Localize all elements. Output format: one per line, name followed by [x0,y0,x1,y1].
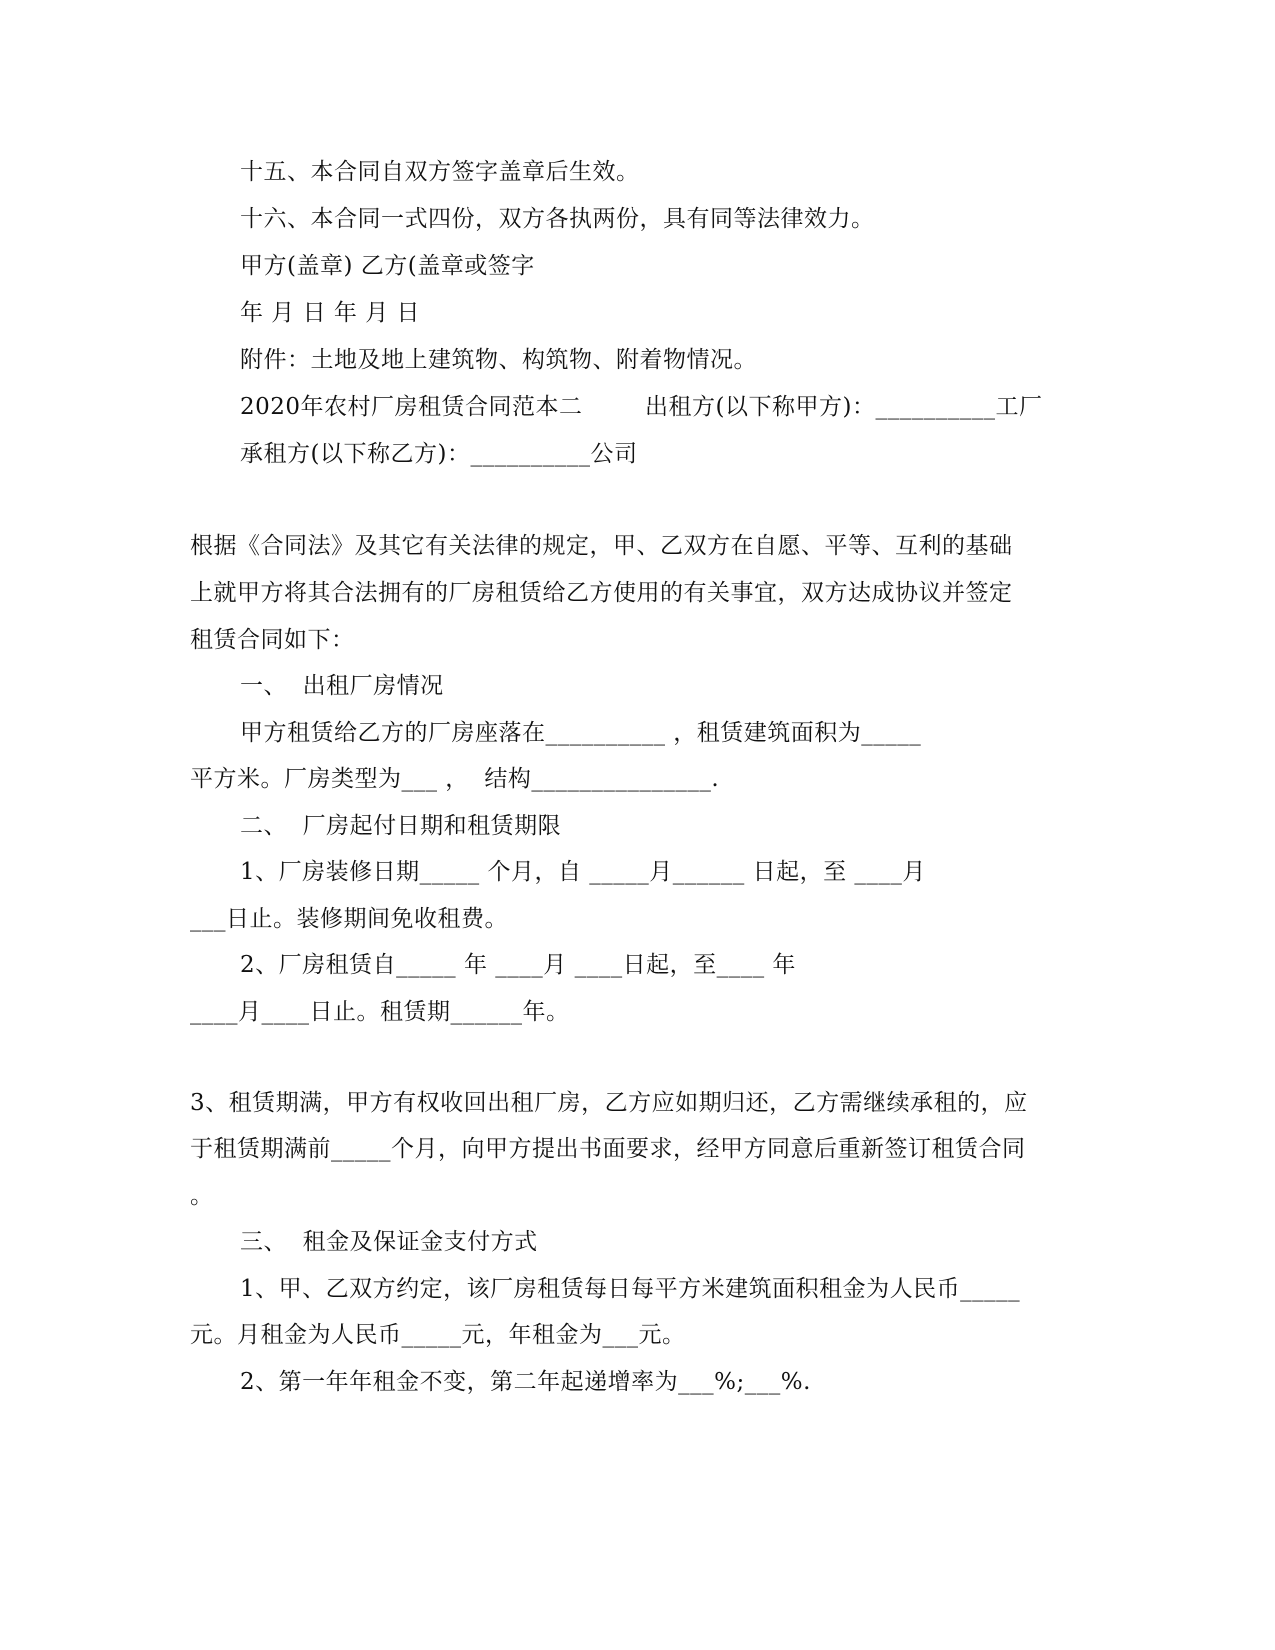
signature-dates: 年 月 日 年 月 日 [240,300,421,326]
section-2-item-3b: 于租赁期满前_____个月，向甲方提出书面要求，经甲方同意后重新签订租赁合同 [190,1136,1026,1162]
section-1-text-2: 平方米。厂房类型为___ ， 结构_______________. [190,766,720,792]
clause-15: 十五、本合同自双方签字盖章后生效。 [240,159,640,185]
section-3-heading: 三、 租金及保证金支付方式 [240,1229,538,1255]
section-2-item-1a: 1、厂房装修日期_____ 个月，自 _____月______ 日起，至 ____月 [240,859,926,885]
lessee-line: 承租方(以下称乙方)：__________公司 [240,441,638,467]
contract-title-lessor: 2020年农村厂房租赁合同范本二 出租方(以下称甲方)：__________工厂 [240,394,1043,420]
section-1-heading: 一、 出租厂房情况 [240,673,444,699]
section-2-item-1b: ___日止。装修期间免收租费。 [190,906,508,932]
preamble-line-3: 租赁合同如下： [190,627,355,653]
signature-parties: 甲方(盖章) 乙方(盖章或签字 [240,253,535,279]
section-2-item-2a: 2、厂房租赁自_____ 年 ____月 ____日起，至____ 年 [240,952,796,978]
preamble-line-2: 上就甲方将其合法拥有的厂房租赁给乙方使用的有关事宜，双方达成协议并签定 [190,580,1013,606]
section-2-item-3c: 。 [190,1183,214,1209]
clause-16: 十六、本合同一式四份，双方各执两份，具有同等法律效力。 [240,206,875,232]
section-3-item-1a: 1、甲、乙双方约定，该厂房租赁每日每平方米建筑面积租金为人民币_____ [240,1276,1021,1302]
section-3-item-2: 2、第一年年租金不变，第二年起递增率为___%;___%. [240,1369,811,1395]
preamble-line-1: 根据《合同法》及其它有关法律的规定，甲、乙双方在自愿、平等、互利的基础 [190,533,1013,559]
section-2-item-3a: 3、租赁期满，甲方有权收回出租厂房，乙方应如期归还，乙方需继续承租的，应 [190,1090,1028,1116]
attachment-note: 附件：土地及地上建筑物、构筑物、附着物情况。 [240,347,757,373]
section-3-item-1b: 元。月租金为人民币_____元，年租金为___元。 [190,1322,686,1348]
section-2-item-2b: ____月____日止。租赁期______年。 [190,999,570,1025]
section-1-text-1: 甲方租赁给乙方的厂房座落在__________ ，租赁建筑面积为_____ [240,720,922,746]
section-2-heading: 二、 厂房起付日期和租赁期限 [240,813,562,839]
